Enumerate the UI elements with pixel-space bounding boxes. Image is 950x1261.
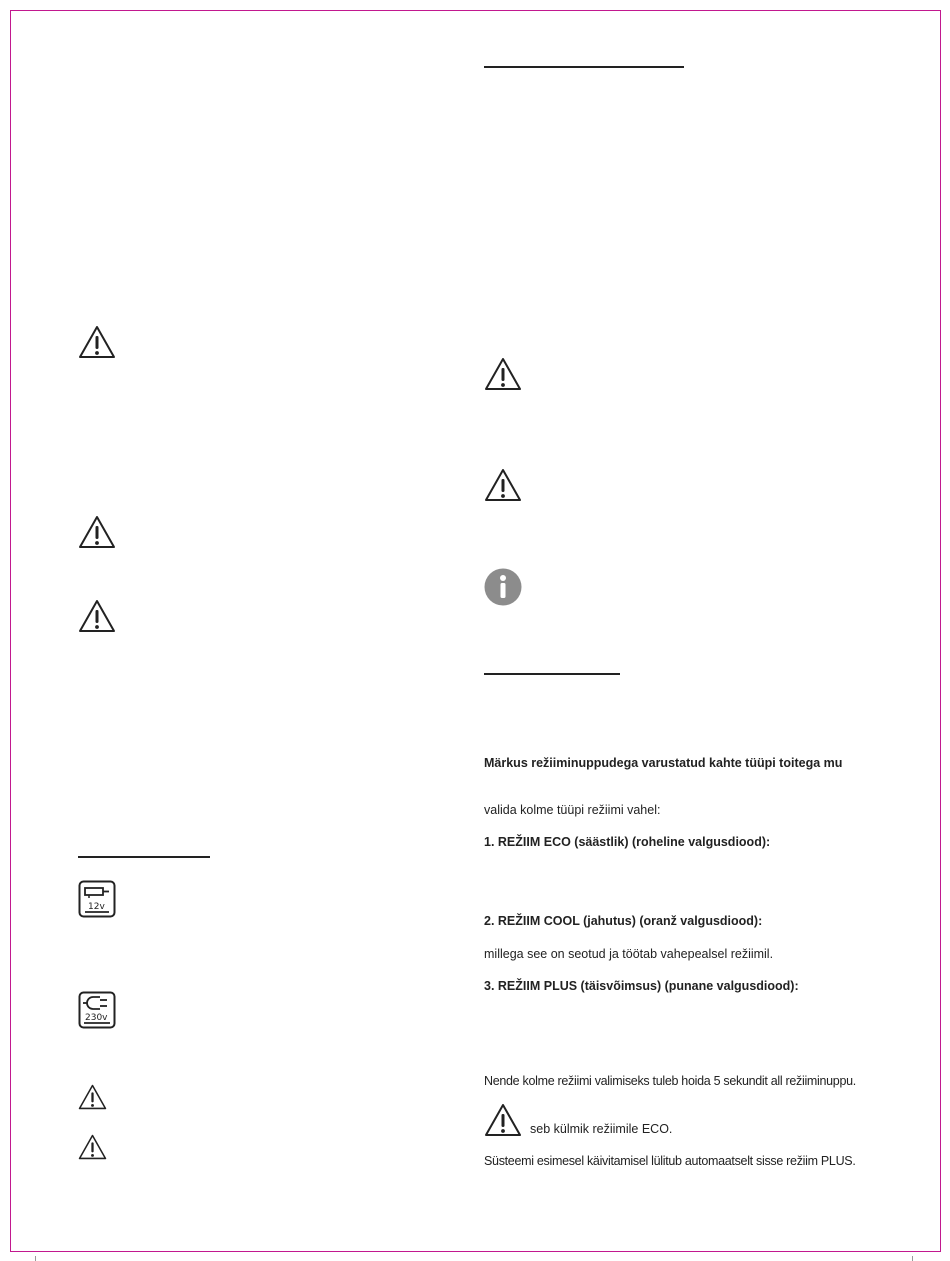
mode-select-instruction: Nende kolme režiimi valimiseks tuleb hoida 5 sekundit all režiiminuppu. — [484, 1074, 856, 1088]
crop-mark — [912, 1256, 913, 1261]
power-12v-label: 12v — [88, 902, 105, 912]
info-icon — [484, 568, 522, 606]
mode-eco-heading: 1. REŽIIM ECO (säästlik) (roheline valgusdiood): — [484, 835, 771, 849]
crop-mark — [35, 1256, 36, 1261]
warning-icon — [78, 599, 116, 633]
first-start-note: Süsteemi esimesel käivitamisel lülitub automaatselt sisse režiim PLUS. — [484, 1154, 856, 1168]
warning-icon — [484, 1103, 522, 1137]
choose-modes-line: valida kolme tüüpi režiimi vahel: — [484, 803, 661, 817]
car-socket-12v-icon — [78, 880, 116, 918]
warning-icon — [78, 515, 116, 549]
mode-cool-description: millega see on seotud ja töötab vahepealsel režiimil. — [484, 947, 774, 961]
warning-icon — [484, 468, 522, 502]
section-rule-mid-right — [484, 673, 620, 675]
page-frame — [10, 10, 941, 1252]
mode-plus-heading: 3. REŽIIM PLUS (täisvõimsus) (punane valgusdiood): — [484, 979, 799, 993]
section-rule-top-right — [484, 66, 684, 68]
warning-icon — [78, 1134, 107, 1160]
warning-icon — [78, 325, 116, 359]
section-rule-left — [78, 856, 210, 858]
mains-plug-230v-icon — [78, 991, 116, 1029]
power-230v-label: 230v — [85, 1013, 108, 1023]
modes-note-heading: Märkus režiiminuppudega varustatud kahte tüüpi toitega mu — [484, 756, 843, 770]
warning-icon — [78, 1084, 107, 1110]
eco-warning-text: seb külmik režiimile ECO. — [530, 1122, 673, 1136]
warning-icon — [484, 357, 522, 391]
mode-cool-heading: 2. REŽIIM COOL (jahutus) (oranž valgusdiood): — [484, 914, 763, 928]
